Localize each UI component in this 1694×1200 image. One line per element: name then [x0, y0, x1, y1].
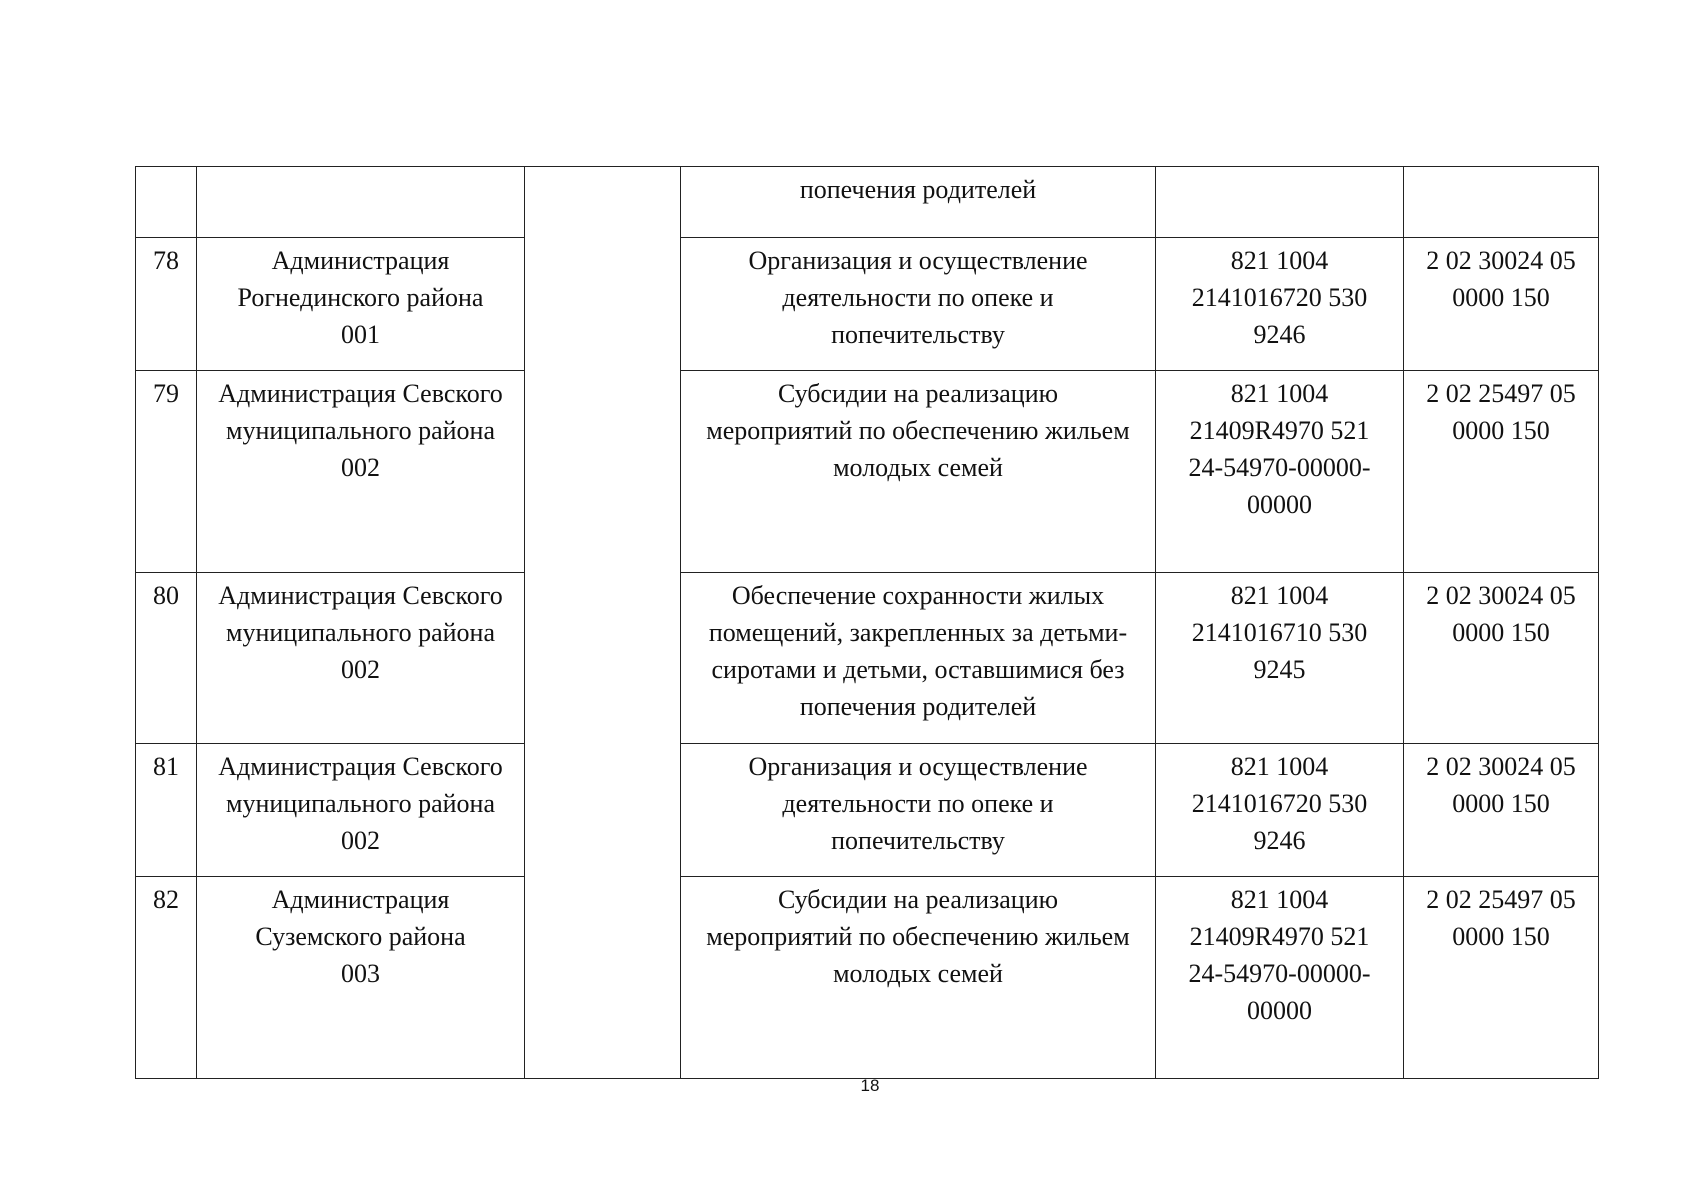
- row-number: 78: [136, 238, 197, 371]
- organization-cell: [197, 167, 525, 238]
- kbk-cell: 2 02 25497 05 0000 150: [1404, 877, 1599, 1079]
- table-row: [136, 877, 1599, 1079]
- empty-column-cell: [525, 877, 681, 1079]
- table-row: [136, 744, 1599, 877]
- empty-column-cell: [525, 371, 681, 573]
- row-number: 79: [136, 371, 197, 573]
- kbk-cell: 2 02 30024 05 0000 150: [1404, 573, 1599, 744]
- code-cell: [1156, 167, 1404, 238]
- purpose-cell: Организация и осуществление деятельности по опеке и попечительству: [681, 744, 1156, 877]
- empty-column-cell: [525, 573, 681, 744]
- empty-column-cell: [525, 744, 681, 877]
- purpose-cell: Обеспечение сохранности жилых помещений, закрепленных за детьми- сиротами и детьми, оставшимися без попечения родителей: [681, 573, 1156, 744]
- code-cell: 821 1004 2141016720 530 9246: [1156, 238, 1404, 371]
- kbk-cell: 2 02 30024 05 0000 150: [1404, 744, 1599, 877]
- kbk-cell: [1404, 167, 1599, 238]
- code-cell: 821 1004 2141016710 530 9245: [1156, 573, 1404, 744]
- table-row: [136, 573, 1599, 744]
- document-table: [135, 166, 1599, 1079]
- page-number: 18: [860, 1076, 880, 1095]
- kbk-cell: 2 02 30024 05 0000 150: [1404, 238, 1599, 371]
- row-number: 81: [136, 744, 197, 877]
- organization-cell: Администрация Севского муниципального района 002: [197, 573, 525, 744]
- purpose-cell: Субсидии на реализацию мероприятий по обеспечению жильем молодых семей: [681, 877, 1156, 1079]
- organization-cell: Администрация Рогнединского района 001: [197, 238, 525, 371]
- code-cell: 821 1004 21409R4970 521 24-54970-00000- 00000: [1156, 877, 1404, 1079]
- code-cell: 821 1004 21409R4970 521 24-54970-00000- 00000: [1156, 371, 1404, 573]
- table-row: [136, 238, 1599, 371]
- purpose-cell: Субсидии на реализацию мероприятий по обеспечению жильем молодых семей: [681, 371, 1156, 573]
- empty-column-cell: [525, 238, 681, 371]
- organization-cell: Администрация Севского муниципального района 002: [197, 744, 525, 877]
- purpose-cell: попечения родителей: [681, 167, 1156, 238]
- organization-cell: Администрация Севского муниципального района 002: [197, 371, 525, 573]
- row-number: [136, 167, 197, 238]
- kbk-cell: 2 02 25497 05 0000 150: [1404, 371, 1599, 573]
- row-number: 82: [136, 877, 197, 1079]
- empty-column-cell: [525, 167, 681, 238]
- table-row: [136, 167, 1599, 238]
- purpose-cell: Организация и осуществление деятельности по опеке и попечительству: [681, 238, 1156, 371]
- organization-cell: Администрация Суземского района 003: [197, 877, 525, 1079]
- code-cell: 821 1004 2141016720 530 9246: [1156, 744, 1404, 877]
- table-row: [136, 371, 1599, 573]
- row-number: 80: [136, 573, 197, 744]
